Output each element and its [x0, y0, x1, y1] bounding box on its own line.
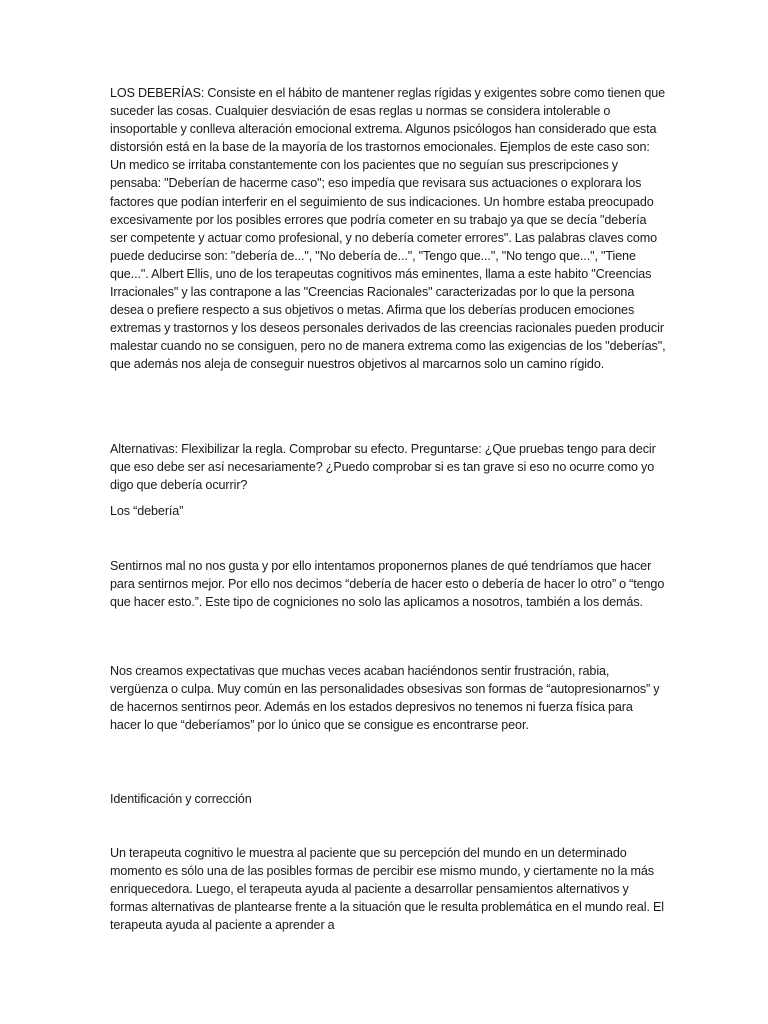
paragraph-terapeuta-cognitivo: Un terapeuta cognitivo le muestra al paciente que su percepción del mundo en un determinado momento es sólo una de las posibles formas de percibir ese mismo mundo, y ciertamente no la más enriquecedora. Luego, el terapeuta ayuda al paciente a desarrollar pensamientos alternativos y formas alternativas de plantearse frente a la situación que le resulta problemática en el mundo real. El terapeuta ayuda al paciente a aprender a: [110, 846, 664, 933]
section-heading-los-deberia: Los “debería”: [110, 504, 184, 518]
paragraph-los-deberias: LOS DEBERÍAS: Consiste en el hábito de mantener reglas rígidas y exigentes sobre como tienen que suceder las cosas. Cualquier desviación de esas reglas u normas se considera intolerable o insoportable y conlleva alteración emocional extrema. Algunos psicólogos han considerado que esta distorsión está en la base de la mayoría de los trastornos emocionales. Ejemplos de este caso son: Un medico se irritaba constantemente con los pacientes que no seguían sus prescripciones y pensaba: "Deberían de hacerme caso"; eso impedía que revisara sus actuaciones o explorara los factores que podían interferir en el seguimiento de sus indicaciones. Un hombre estaba preocupado excesivamente por los posibles errores que podría cometer en su trabajo ya que se decía "debería ser competente y actuar como profesional, y no debería cometer errores". Las palabras claves como puede deducirse son: "debería de...", "No debería de...", "Tengo que...", "No tengo que...", "Tiene que...". Albert Ellis, uno de los terapeutas cognitivos más eminentes, llama a este habito "Creencias Irracionales" y las contrapone a las "Creencias Racionales" caracterizadas por lo que la persona desea o prefiere respecto a sus objetivos o metas. Afirma que los deberías producen emociones extremas y trastornos y los deseos personales derivados de las creencias racionales pueden producir malestar cuando no se consiguen, pero no de manera extrema como las exigencias de los "deberías", que además nos aleja de conseguir nuestros objetivos al marcarnos solo un camino rígido.: [110, 86, 666, 372]
paragraph-alternativas: Alternativas: Flexibilizar la regla. Comprobar su efecto. Preguntarse: ¿Que pruebas tengo para decir que eso debe ser así necesariamente? ¿Puedo comprobar si es tan grave si eso no ocurre como yo digo que debería ocurrir?: [110, 442, 656, 493]
paragraph-sentirnos-mal: Sentirnos mal no nos gusta y por ello intentamos proponernos planes de qué tendríamos que hacer para sentirnos mejor. Por ello nos decimos “debería de hacer esto o debería de hacer lo otro” o “tengo que hacer esto.”. Este tipo de cogniciones no solo las aplicamos a nosotros, también a los demás.: [110, 559, 665, 610]
paragraph-expectativas: Nos creamos expectativas que muchas veces acaban haciéndonos sentir frustración, rabia, vergüenza o culpa. Muy común en las personalidades obsesivas son formas de “autopresionarnos” y de hacernos sentirnos peor. Además en los estados depresivos no tenemos ni fuerza física para hacer lo que “deberíamos” por lo único que se consigue es encontrarse peor.: [110, 664, 660, 733]
section-heading-identificacion: Identificación y corrección: [110, 792, 252, 806]
